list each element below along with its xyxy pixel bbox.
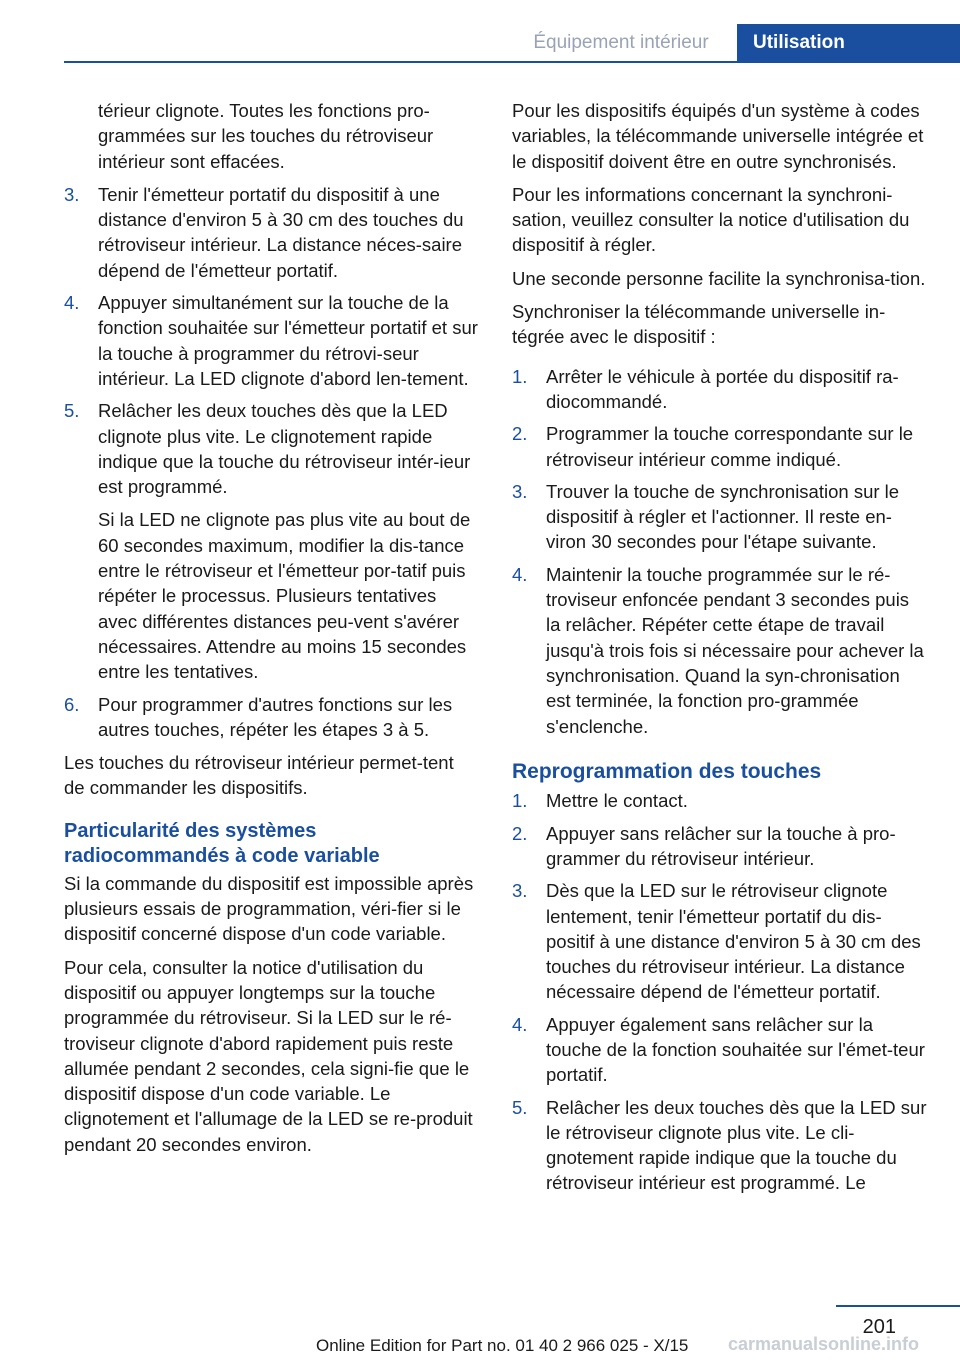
programming-steps [64, 182, 478, 742]
list-item [512, 562, 928, 739]
watermark-text: carmanualsonline.info [728, 1334, 920, 1354]
list-item [512, 479, 928, 555]
body-paragraph: Les touches du rétroviseur intérieur permet-tent de commander les dispositifs. [64, 752, 454, 799]
reprogramming-steps [512, 788, 928, 1195]
step-text: Pour programmer d'autres fonctions sur les autres touches, répéter les étapes 3 à 5. [98, 693, 453, 740]
step-number: 1. [512, 790, 528, 812]
list-item [64, 398, 478, 684]
list-item [512, 878, 928, 1004]
step-extra-text: Si la LED ne clignote pas plus vite au bout de 60 secondes maximum, modifier la dis-tance entre le rétroviseur et l'émetteur por-tatif puis répéter le processus. Plusieurs tentatives avec différentes distances peu-vent s'avérer nécessaires. Attendre au moins 15 secondes entre les tentatives. [98, 509, 471, 683]
step-text: Mettre le contact. [546, 790, 688, 812]
body-paragraph: Pour les informations concernant la synchroni-sation, veuillez consulter la notice d'utilisation du dispositif à régler. [512, 183, 910, 256]
footer-rule [836, 1305, 960, 1307]
list-item [512, 1095, 928, 1196]
step-number: 4. [64, 292, 80, 314]
left-column [64, 98, 478, 1165]
step-text: Trouver la touche de synchronisation sur le dispositif à régler et l'actionner. Il reste en-viron 30 secondes pour l'étape suivante. [546, 480, 900, 553]
list-item [64, 692, 478, 743]
step-number: 4. [512, 1013, 528, 1035]
body-paragraph: Pour cela, consulter la notice d'utilisation du dispositif ou appuyer longtemps sur la touche programmée du rétroviseur. Si la LED sur le ré-troviseur clignote d'abord rapidement puis reste allumée pendant 2 secondes, cela signi-fie que le dispositif dispose d'un code variable. Le clignotement et l'allumage de la LED se re-produit pendant 20 secondes environ. [64, 956, 473, 1155]
step-text: Appuyer sans relâcher sur la touche à pro-grammer du rétroviseur intérieur. [546, 822, 896, 869]
step-number: 3. [512, 480, 528, 502]
list-item [512, 1012, 928, 1088]
step-number: 3. [64, 183, 80, 205]
step-text: Tenir l'émetteur portatif du dispositif à une distance d'environ 5 à 30 cm des touches du rétroviseur intérieur. La distance néces-saire dépend de l'émetteur portatif. [98, 183, 464, 281]
header-rule [64, 61, 960, 63]
step-number: 2. [512, 822, 528, 844]
step-text: Appuyer également sans relâcher sur la touche de la fonction souhaitée sur l'émet-teur portatif. [546, 1013, 925, 1086]
step-text: Appuyer simultanément sur la touche de la fonction souhaitée sur l'émetteur portatif et sur la touche à programmer du rétrovi-seur intérieur. La LED clignote d'abord len-tement. [98, 292, 478, 389]
body-paragraph: Une seconde personne facilite la synchronisa-tion. [512, 267, 926, 289]
step-text: Dès que la LED sur le rétroviseur clignote lentement, tenir l'émetteur portatif du dis-positif à une distance d'environ 5 à 30 cm des touches du rétroviseur intérieur. La distance nécessaire dépend de l'émetteur portatif. [546, 880, 921, 1003]
section-heading: Particularité des systèmes radiocommandés à code variable [64, 819, 380, 867]
list-item [512, 788, 928, 813]
step-number: 3. [512, 880, 528, 902]
continued-text: térieur clignote. Toutes les fonctions pro-grammées sur les touches du rétroviseur intérieur sont effacées. [98, 100, 434, 172]
step-text: Programmer la touche correspondante sur le rétroviseur intérieur comme indiqué. [546, 423, 914, 470]
step-number: 6. [64, 693, 80, 715]
body-paragraph: Pour les dispositifs équipés d'un système à codes variables, la télécommande universelle intégrée et le dispositif doivent être en outre synchronisés. [512, 100, 924, 172]
list-item [64, 290, 478, 391]
step-number: 5. [64, 400, 80, 422]
list-item [64, 182, 478, 283]
section-heading: Reprogrammation des touches [512, 759, 822, 783]
step-number: 5. [512, 1096, 528, 1118]
step-text: Relâcher les deux touches dès que la LED clignote plus vite. Le clignotement rapide indique que la touche du rétroviseur intér-ieur est programmé. [98, 400, 471, 498]
list-item [512, 821, 928, 872]
sync-steps [512, 364, 928, 739]
body-paragraph: Synchroniser la télécommande universelle in-tégrée avec le dispositif : [512, 301, 886, 348]
body-paragraph: Si la commande du dispositif est impossible après plusieurs essais de programmation, véri-fier si le dispositif concerné dispose d'un code variable. [64, 872, 474, 945]
page-header [0, 0, 960, 62]
list-item [512, 364, 928, 415]
list-item [512, 421, 928, 472]
right-column [512, 98, 928, 1204]
section-tab: Équipement intérieur [533, 32, 709, 53]
step-number: 1. [512, 365, 528, 387]
step-text: Relâcher les deux touches dès que la LED sur le rétroviseur clignote plus vite. Le cli-gnotement rapide indique que la touche du rétroviseur intérieur est programmé. Le [546, 1096, 927, 1194]
page-number: 201 [862, 1316, 896, 1338]
step-number: 4. [512, 563, 528, 585]
chapter-tab: Utilisation [737, 24, 960, 62]
step-number: 2. [512, 423, 528, 445]
step-text: Arrêter le véhicule à portée du dispositif ra-diocommandé. [546, 365, 899, 412]
edition-note: Online Edition for Part no. 01 40 2 966 025 - X/15 [316, 1336, 689, 1355]
step-text: Maintenir la touche programmée sur le ré-troviseur enfoncée pendant 3 secondes puis la relâcher. Répéter cette étape de travail jusqu'à trois fois si nécessaire pour achever la synchronisation. Quand la syn-chronisation est terminée, la fonction pro-grammée s'enclenche. [546, 563, 924, 737]
